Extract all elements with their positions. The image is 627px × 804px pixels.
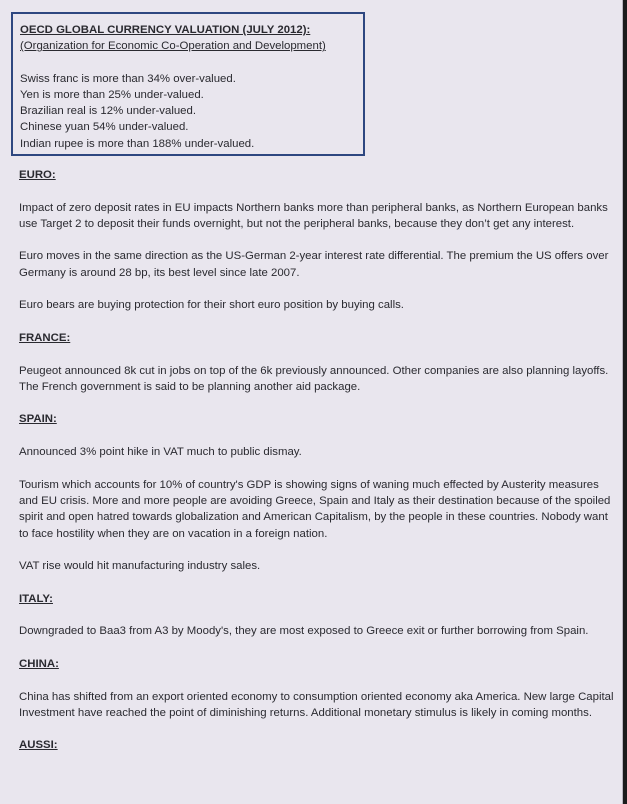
valuation-item-brazilian-real: Brazilian real is 12% under-valued. — [20, 105, 197, 118]
section-italy — [19, 591, 617, 640]
oecd-title: OECD GLOBAL CURRENCY VALUATION (JULY 2012): — [20, 24, 311, 36]
oecd-subtitle: (Organization for Economic Co-Operation and Development) — [20, 40, 326, 53]
paragraph: Impact of zero deposit rates in EU impacts Northern banks more than peripheral banks, as Northern European banks use Target 2 to deposit their funds overnight, but not the peripheral banks, because they don’t get any interest. — [19, 201, 608, 230]
section-spain — [19, 411, 617, 574]
document-body — [19, 167, 617, 770]
oecd-valuation-box — [11, 12, 365, 156]
section-heading-china: CHINA: — [19, 657, 59, 670]
paragraph: China has shifted from an export oriented economy to consumption oriented economy aka America. New large Capital Investment have reached the point of diminishing returns. Additional monetary stimulus is likely in coming months. — [19, 690, 614, 719]
paragraph: Peugeot announced 8k cut in jobs on top of the 6k previously announced. Other companies are also planning layoffs. The French government is said to be planning another aid package. — [19, 364, 609, 393]
section-heading-italy: ITALY: — [19, 592, 53, 605]
section-china — [19, 656, 617, 721]
valuation-item-indian-rupee: Indian rupee is more than 188% under-valued. — [20, 137, 255, 150]
section-aussi — [19, 737, 617, 753]
section-heading-spain: SPAIN: — [19, 413, 57, 426]
paragraph: Downgraded to Baa3 from A3 by Moody's, they are most exposed to Greece exit or further borrowing from Spain. — [19, 625, 589, 638]
valuation-item-yen: Yen is more than 25% under-valued. — [20, 88, 204, 101]
valuation-list — [20, 71, 363, 152]
valuation-item-chinese-yuan: Chinese yuan 54% under-valued. — [20, 121, 189, 134]
section-heading-euro: EURO: — [19, 169, 56, 181]
section-heading-aussi: AUSSI: — [19, 739, 58, 752]
section-heading-france: FRANCE: — [19, 331, 71, 344]
paragraph: Euro bears are buying protection for their short euro position by buying calls. — [19, 299, 404, 312]
valuation-item-swiss-franc: Swiss franc is more than 34% over-valued. — [20, 72, 236, 85]
section-euro — [19, 167, 617, 314]
paragraph: Tourism which accounts for 10% of country's GDP is showing signs of waning much effected by Austerity measures and EU crisis. More and more people are avoiding Greece, Spain and Italy as their destination because of the spoiled spirit and open hatred towards globalization and American Capitalism, by the people in these countries. Nobody want to face hostility when they are on vacation in a foreign nation. — [19, 478, 611, 540]
paragraph: Euro moves in the same direction as the US-German 2-year interest rate differential. The premium the US offers over Germany is around 28 bp, its best level since late 2007. — [19, 250, 609, 279]
paragraph: Announced 3% point hike in VAT much to public dismay. — [19, 446, 302, 459]
paragraph: VAT rise would hit manufacturing industry sales. — [19, 560, 261, 573]
section-france — [19, 330, 617, 395]
